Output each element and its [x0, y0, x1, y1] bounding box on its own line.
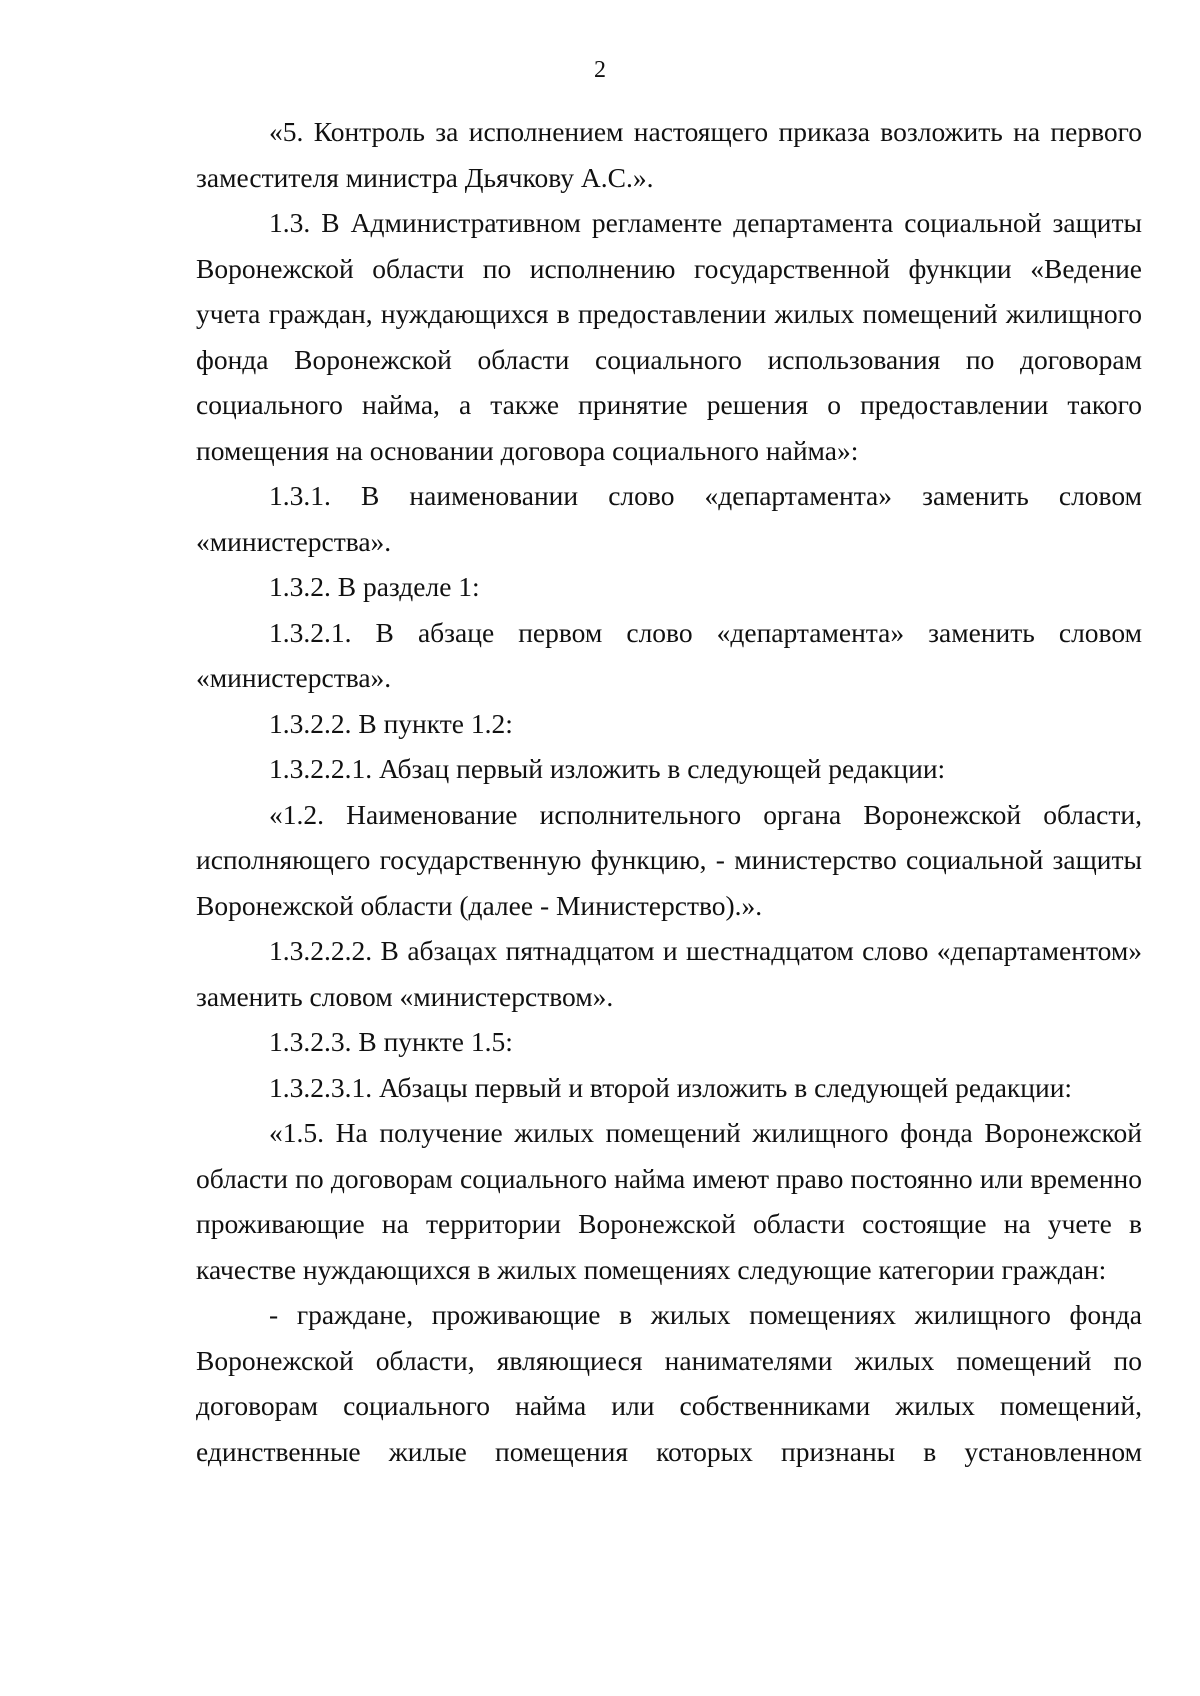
paragraph: «5. Контроль за исполнением настоящего приказа возложить на первого заместителя министра Дьячкову А.С.».	[196, 116, 1142, 193]
paragraph: 1.3.2.2. В пункте 1.2:	[269, 707, 513, 739]
page-number: 2	[594, 57, 606, 83]
paragraph: 1.3.2.2.1. Абзац первый изложить в следующей редакции:	[269, 753, 946, 784]
paragraph: - граждане, проживающие в жилых помещениях жилищного фонда Воронежской области, являющиеся нанимателями жилых помещений по договорам социального найма или собственниками жилых помещений, единственные жилые помещения которых признаны в установленном	[196, 1299, 1142, 1467]
paragraph: «1.5. На получение жилых помещений жилищного фонда Воронежской области по договорам социального найма имеют право постоянно или временно проживающие на территории Воронежской области состоящие на учете в качестве нуждающихся в жилых помещениях следующие категории граждан:	[196, 1117, 1142, 1285]
paragraph: «1.2. Наименование исполнительного органа Воронежской области, исполняющего государственную функцию, - министерство социальной защиты Воронежской области (далее - Министерство).».	[196, 798, 1142, 921]
paragraph: 1.3.2.3. В пункте 1.5:	[269, 1026, 513, 1057]
document-body	[196, 109, 1142, 1474]
paragraph: 1.3.1. В наименовании слово «департамента» заменить словом «министерства».	[196, 480, 1142, 557]
paragraph: 1.3.2.2.2. В абзацах пятнадцатом и шестнадцатом слово «департаментом» заменить словом «министерством».	[196, 935, 1142, 1012]
paragraph: 1.3.2.1. В абзаце первом слово «департамента» заменить словом «министерства».	[196, 616, 1142, 693]
paragraph: 1.3.2.3.1. Абзацы первый и второй изложить в следующей редакции:	[269, 1071, 1073, 1103]
paragraph: 1.3. В Административном регламенте департамента социальной защиты Воронежской области по исполнению государственной функции «Ведение учета граждан, нуждающихся в предоставлении жилых помещений жилищного фонда Воронежской области социального использования по договорам социального найма, а также принятие решения о предоставлении такого помещения на основании договора социального найма»:	[196, 207, 1142, 466]
paragraph: 1.3.2. В разделе 1:	[269, 571, 480, 602]
